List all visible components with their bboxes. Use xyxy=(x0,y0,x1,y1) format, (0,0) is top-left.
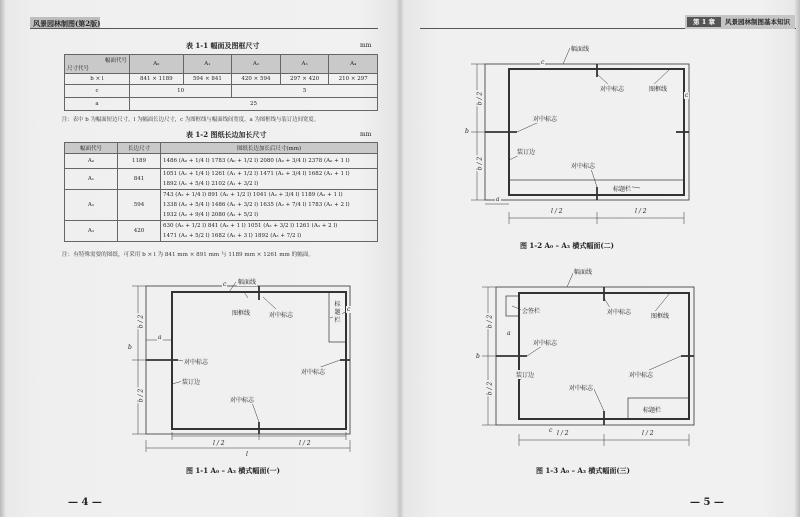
table2-note: 注：有特殊需要的图纸，可采用 b × l 为 841 mm × 891 mm 与 1189 mm × 1261 mm 的幅面。 xyxy=(62,252,315,258)
fig3-dim-b-half-top: b / 2 xyxy=(486,314,494,329)
fig1-title-block-label: 标题栏 xyxy=(334,301,341,324)
table2-length: 594 xyxy=(118,190,161,221)
table2-line: 1892 (A₁ + 5/4 l) 2102 (A₁ + 3/2 l) xyxy=(163,181,259,187)
fig2-dim-a: a xyxy=(496,196,500,203)
table2-title: 表 1-2 图纸长边加长尺寸 xyxy=(186,130,267,139)
figure1-caption: 图 1-1 A₀ – A₃ 横式幅面(一) xyxy=(186,466,280,475)
table1-cell: 10 xyxy=(130,85,232,98)
table1-title: 表 1-1 幅面及图框尺寸 xyxy=(186,41,260,50)
fig2-dim-b-half-bottom: b / 2 xyxy=(476,156,484,171)
table1-note: 注：表中 b 为幅面短边尺寸，l 为幅面长边尺寸，c 为图框线与幅面线间宽度，a 为图框线与装订边间宽度。 xyxy=(62,117,320,123)
table2-code: A₂ xyxy=(65,190,118,221)
fig1-dim-b: b xyxy=(128,344,132,351)
table1-row-label: a xyxy=(65,98,130,111)
fig3-dim-b: b xyxy=(476,353,480,360)
fig3-dim-a: a xyxy=(507,330,511,337)
right-page-number: — 5 — xyxy=(690,497,724,508)
fig3-center-mark-top-label: 对中标志 xyxy=(607,309,632,316)
fig3-dim-l-half-right: l / 2 xyxy=(642,430,654,437)
table2-header-extended: 图纸长边加长后尺寸(mm) xyxy=(161,143,378,154)
table1-size-a4: A₄ xyxy=(329,55,378,74)
fig3-frame-line-label: 图框线 xyxy=(651,313,670,320)
fig2-dim-c-right: c xyxy=(685,92,689,99)
table2-line: 1338 (A₂ + 5/4 l) 1486 (A₂ + 3/2 l) 1635 (A₂ + 7/4 l) 1783 (A₂ + 2 l) xyxy=(163,202,350,208)
fig3-dim-l-half-left: l / 2 xyxy=(557,430,569,437)
fig1-dim-a: a xyxy=(158,334,162,341)
table2-code: A₃ xyxy=(65,221,118,242)
fig2-dim-b-half-top: b / 2 xyxy=(476,91,484,106)
figure3-caption: 图 1-3 A₀ – A₃ 横式幅面(三) xyxy=(536,466,630,475)
table1-size-a2: A₂ xyxy=(232,55,281,74)
fig1-center-mark-bottom-label: 对中标志 xyxy=(230,397,255,404)
table1-cell: 420 × 594 xyxy=(232,74,281,85)
fig1-dim-l-half-right: l / 2 xyxy=(299,440,311,447)
table1-size-a0: A₀ xyxy=(130,55,184,74)
chapter-title: 风景园林制图基本知识 xyxy=(725,18,790,26)
fig3-center-mark-left-label: 对中标志 xyxy=(533,340,558,347)
table2-length: 841 xyxy=(118,169,161,190)
fig1-dim-b-half-top: b / 2 xyxy=(137,314,145,329)
fig1-center-mark-right-label: 对中标志 xyxy=(301,369,326,376)
table1-cell: 5 xyxy=(232,85,378,98)
fig1-sheet-line-label: 幅面线 xyxy=(238,279,257,286)
chapter-box: 第 1 章 xyxy=(687,17,721,27)
fig3-dim-b-half-bottom: b / 2 xyxy=(486,381,494,396)
table2-line: 743 (A₂ + 1/4 l) 891 (A₂ + 1/2 l) 1041 (A₂ + 3/4 l) 1189 (A₂ + 1 l) xyxy=(163,192,343,198)
table2-code: A₀ xyxy=(65,154,118,169)
table1-cell: 25 xyxy=(130,98,378,111)
table1-header-top: 幅面代号 xyxy=(104,58,127,64)
fig3-center-mark-right-label: 对中标志 xyxy=(629,372,654,379)
table2-length: 1189 xyxy=(118,154,161,169)
table2-length: 420 xyxy=(118,221,161,242)
table2-line: 1486 (A₀ + 1/4 l) 1783 (A₀ + 1/2 l) 2080 (A₀ + 3/4 l) 2378 (A₀ + 1 l) xyxy=(163,158,350,164)
fig2-binding-edge-label: 装订边 xyxy=(517,149,536,156)
table1-size-a3: A₃ xyxy=(280,55,329,74)
table1-unit: mm xyxy=(360,42,372,49)
table1-cell: 297 × 420 xyxy=(280,74,329,85)
table2-code: A₁ xyxy=(65,169,118,190)
fig2-frame-line-label: 图框线 xyxy=(649,86,668,93)
table1-row-label: b × l xyxy=(65,74,130,85)
fig2-dim-b: b xyxy=(465,128,469,135)
fig1-dim-l: l xyxy=(246,451,248,458)
running-header: 风景园林制图(第2版) xyxy=(33,19,101,28)
fig3-binding-edge-label: 装订边 xyxy=(516,372,535,379)
table1-cell: 594 × 841 xyxy=(183,74,232,85)
fig3-sheet-line-label: 幅面线 xyxy=(574,269,593,276)
table1-size-a1: A₁ xyxy=(183,55,232,74)
fig2-center-mark-bottom-label: 对中标志 xyxy=(571,163,596,170)
fig1-center-mark-left-label: 对中标志 xyxy=(184,359,209,366)
table2-header-length: 长边尺寸 xyxy=(118,143,161,154)
fig2-dim-l-half-right: l / 2 xyxy=(635,208,647,215)
fig2-dim-c-top: c xyxy=(541,59,545,66)
table2-unit: mm xyxy=(360,131,372,138)
table1-cell: 841 × 1189 xyxy=(130,74,184,85)
fig3-center-mark-bottom-label: 对中标志 xyxy=(569,385,594,392)
table2-line: 630 (A₃ + 1/2 l) 841 (A₃ + 1 l) 1051 (A₃ + 3/2 l) 1261 (A₃ + 2 l) xyxy=(163,223,338,229)
fig3-dim-c: c xyxy=(549,427,553,434)
table2-line: 1051 (A₁ + 1/4 l) 1261 (A₁ + 1/2 l) 1471 (A₁ + 3/4 l) 1682 (A₁ + 1 l) xyxy=(163,171,350,177)
fig2-center-mark-top-label: 对中标志 xyxy=(600,86,625,93)
fig1-dim-b-half-bottom: b / 2 xyxy=(137,388,145,403)
table1-row-label: c xyxy=(65,85,130,98)
fig2-dim-l-half-left: l / 2 xyxy=(551,208,563,215)
fig1-frame-line-label: 图框线 xyxy=(232,310,251,317)
fig2-center-mark-left-label: 对中标志 xyxy=(533,116,558,123)
table2-line: 1471 (A₃ + 5/2 l) 1682 (A₃ + 3 l) 1892 (A₃ + 7/2 l) xyxy=(163,233,302,239)
fig1-dim-c-top: c xyxy=(223,281,227,288)
fig3-title-block-label: 标题栏 xyxy=(643,407,662,414)
table1-cell: 210 × 297 xyxy=(329,74,378,85)
fig1-dim-l-half-left: l / 2 xyxy=(213,440,225,447)
table2-line: 1932 (A₂ + 9/4 l) 2080 (A₂ + 5/2 l) xyxy=(163,212,259,218)
fig1-center-mark-top-label: 对中标志 xyxy=(269,312,294,319)
figure2-caption: 图 1-2 A₀ – A₃ 横式幅面(二) xyxy=(520,241,614,250)
table1-header-bottom: 尺寸代号 xyxy=(67,66,90,72)
fig1-binding-edge-label: 装订边 xyxy=(182,379,201,386)
table2-header-code: 幅面代号 xyxy=(65,143,118,154)
left-page-number: — 4 — xyxy=(68,497,102,508)
fig2-sheet-line-label: 幅面线 xyxy=(571,46,590,53)
fig2-title-block-label: 标题栏 xyxy=(613,186,632,193)
fig1-dim-c-right: c xyxy=(347,306,351,313)
fig3-signature-block-label: 会签栏 xyxy=(522,308,541,315)
